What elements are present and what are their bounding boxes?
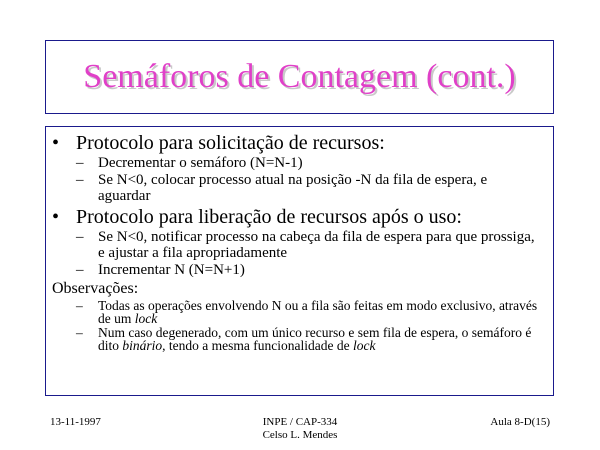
footer-page-number: Aula 8-D(15) (490, 416, 550, 428)
bullet-release (52, 206, 553, 228)
observation-item-1 (76, 299, 553, 325)
observation-item-2-body: Num caso degenerado, com um único recurso e sem fila de espera, o semáforo é dito (98, 325, 532, 353)
observation-item-2 (76, 326, 553, 352)
release-item-2 (76, 262, 553, 278)
request-item-1 (76, 155, 553, 171)
dash-mark: – (76, 262, 84, 278)
observation-item-2-emph-binary: binário (122, 338, 163, 353)
observations-heading: Observações: (52, 280, 139, 297)
observation-item-2-middle: , tendo a mesma funcionalidade de (162, 338, 353, 353)
bullet-mark: • (52, 206, 60, 228)
request-heading: Protocolo para solicitação de recursos: (76, 132, 385, 154)
request-item-2-text: Se N<0, colocar processo atual na posição -N da fila de espera, e aguardar (98, 172, 488, 204)
observation-item-2-emph-lock: lock (352, 338, 376, 353)
dash-mark: – (76, 155, 84, 171)
footer-author: Celso L. Mendes (262, 429, 338, 441)
request-item-2 (76, 172, 553, 204)
slide-title: Semáforos de Contagem (cont.) (83, 58, 516, 95)
observation-item-1-text (98, 299, 553, 325)
dash-mark: – (76, 298, 83, 313)
dash-mark: – (76, 172, 84, 188)
slide-title-box (45, 40, 554, 114)
dash-mark: – (76, 325, 83, 340)
bullet-request (52, 132, 553, 154)
footer-course-code: INPE / CAP-334 (262, 416, 338, 428)
observation-item-1-body: Todas as operações envolvendo N ou a fila são feitas em modo exclusivo, através de um (98, 298, 538, 326)
release-item-1-text: Se N<0, notificar processo na cabeça da fila de espera para que prossiga, e ajustar a fila apropriadamente (98, 229, 535, 261)
request-item-1-text: Decrementar o semáforo (N=N-1) (98, 155, 303, 171)
slide-content (45, 126, 554, 396)
bullet-mark: • (52, 132, 60, 154)
release-heading: Protocolo para liberação de recursos após o uso: (76, 206, 462, 228)
release-item-1 (76, 229, 553, 261)
observation-item-2-text (98, 326, 553, 352)
release-item-2-text: Incrementar N (N=N+1) (98, 262, 245, 278)
footer-date: 13-11-1997 (50, 416, 101, 428)
observation-item-1-emph: lock (134, 311, 158, 326)
dash-mark: – (76, 229, 84, 245)
